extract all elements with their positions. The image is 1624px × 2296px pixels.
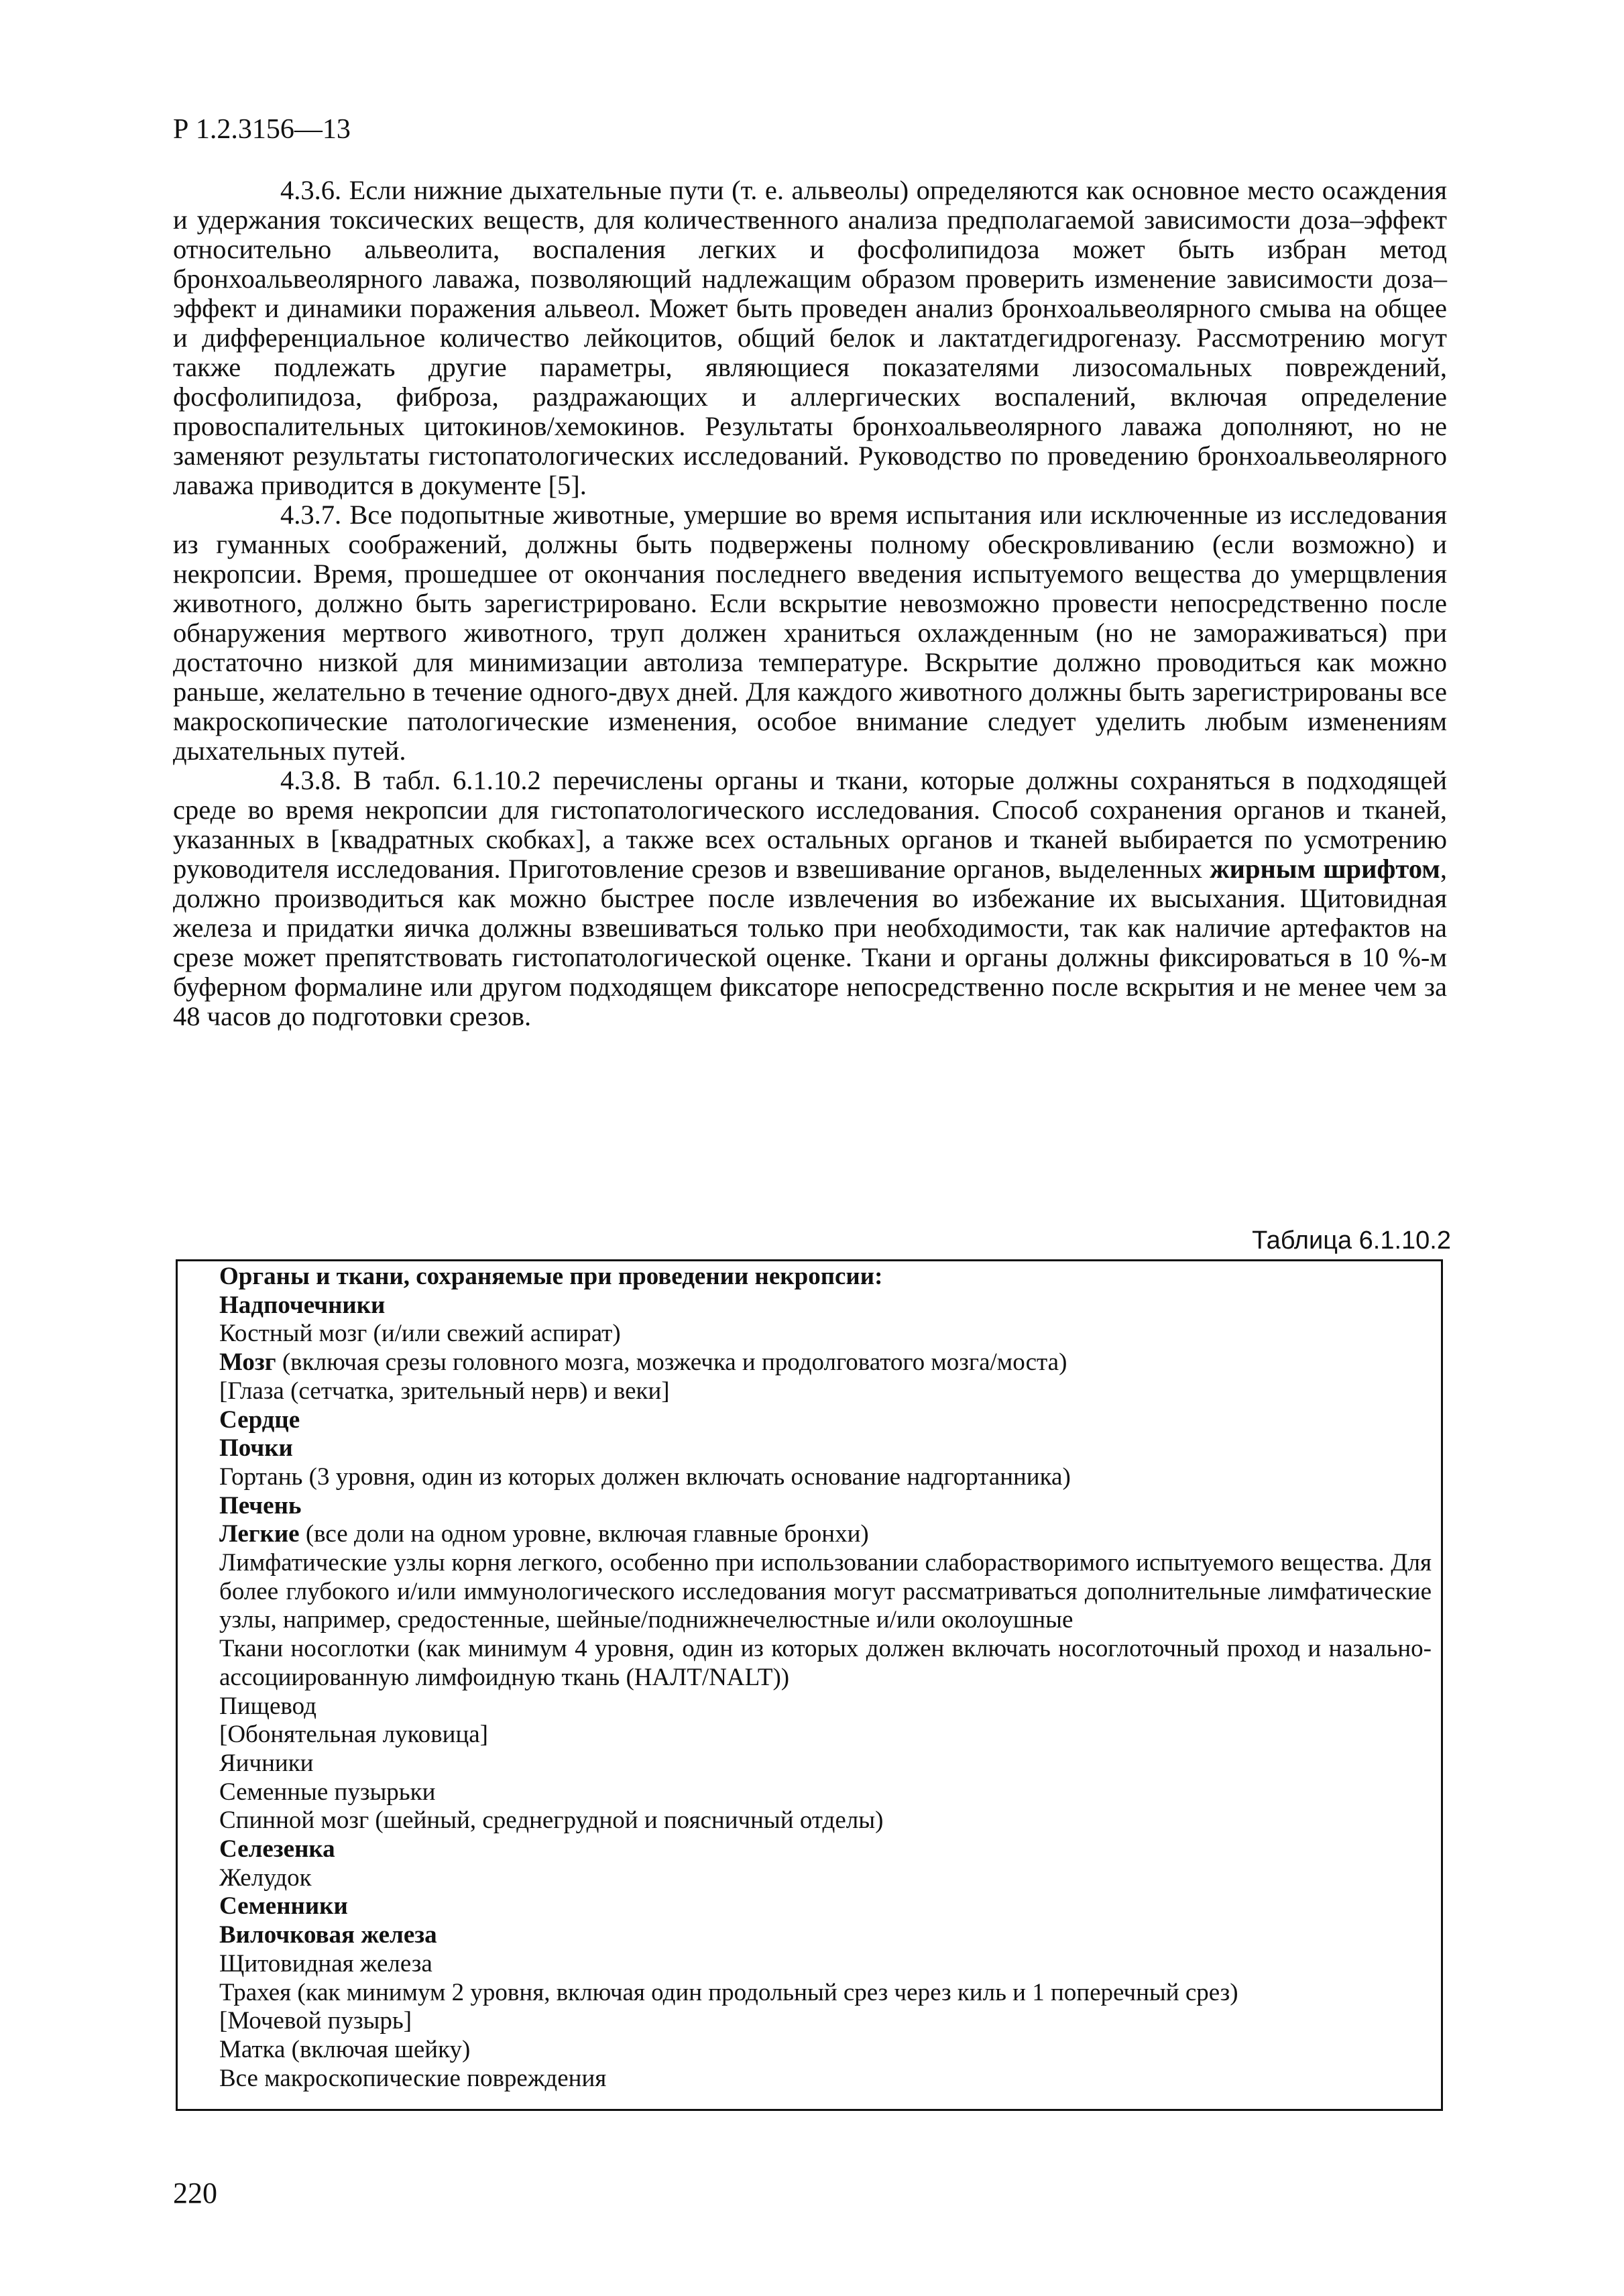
organ-list-item	[219, 1377, 1432, 1406]
organ-list-item	[219, 2036, 1432, 2065]
organ-list-item	[219, 1348, 1432, 1377]
page-number: 220	[173, 2177, 217, 2209]
paragraph-4-3-6: 4.3.6. Если нижние дыхательные пути (т. е. альвеолы) определяются как основное место осаждения и удержания токсических веществ, для количественного анализа предполагаемой зависимости доза–эффект относительно альвеолита, воспаления легких и фосфолипидоза может быть избран метод бронхоальвеолярного лаважа, позволяющий надлежащим образом проверить изменение зависимости доза–эффект и динамики поражения альвеол. Может быть проведен анализ бронхоальвеолярного смыва на общее и дифференциальное количество лейкоцитов, общий белок и лактатдегидрогеназу. Рассмотрению могут также подлежать другие параметры, являющиеся показателями лизосомальных повреждений, фосфолипидоза, фиброза, раздражающих и аллергических воспалений, включая определение провоспалительных цитокинов/хемокинов. Результаты бронхоальвеолярного лаважа дополняют, но не заменяют результаты гистопатологических исследований. Руководство по проведению бронхоальвеолярного лаважа приводится в документе [5].	[173, 175, 1447, 500]
organ-description: Спинной мозг (шейный, среднегрудной и поясничный отделы)	[219, 1806, 884, 1835]
organ-description: Трахея (как минимум 2 уровня, включая один продольный срез через киль и 1 поперечный срез)	[219, 1978, 1238, 2006]
organ-name-bold: Печень	[219, 1491, 302, 1519]
organ-list-item	[219, 1492, 1432, 1521]
organ-name-bold: Мозг	[219, 1348, 276, 1377]
organs-table	[176, 1259, 1443, 2111]
organ-description: Щитовидная железа	[219, 1949, 432, 1977]
organ-description: Все макроскопические повреждения	[219, 2064, 607, 2092]
organ-name-bold: Семенники	[219, 1892, 348, 1920]
organ-list-item	[219, 1835, 1432, 1864]
organ-description: (включая срезы головного мозга, мозжечка и продолговатого мозга/моста)	[276, 1348, 1067, 1377]
organ-list-item	[219, 1806, 1432, 1835]
body-text	[173, 176, 1447, 1031]
organ-list-item	[219, 2007, 1432, 2036]
organ-description: Гортань (3 уровня, один из которых должен включать основание надгортанника)	[219, 1462, 1071, 1491]
organ-description: [Глаза (сетчатка, зрительный нерв) и веки]	[219, 1377, 670, 1405]
organ-list-item	[219, 1406, 1432, 1435]
organ-name-bold: Почки	[219, 1434, 293, 1462]
organ-description: Лимфатические узлы корня легкого, особенно при использовании слаборастворимого испытуемого вещества. Для более глубокого и/или иммунологического исследования могут рассматриваться дополнительные лимфатические узлы, например, средостенные, шейные/поднижнечелюстные и/или околоушные	[219, 1549, 1432, 1634]
organ-description: (все доли на одном уровне, включая главные бронхи)	[299, 1520, 869, 1548]
paragraph-4-3-8-bold: жирным шрифтом	[1210, 854, 1440, 884]
document-code: Р 1.2.3156—13	[173, 114, 351, 145]
organ-description: Желудок	[219, 1863, 312, 1892]
organ-list-item	[219, 1292, 1432, 1320]
table-heading: Органы и ткани, сохраняемые при проведении некропсии:	[219, 1263, 883, 1290]
organ-list-item	[219, 1778, 1432, 1807]
organ-list-item	[219, 1892, 1432, 1921]
organ-description: [Обонятельная луковица]	[219, 1721, 488, 1749]
organ-description: Матка (включая шейку)	[219, 2035, 471, 2063]
organ-list-item	[219, 1721, 1432, 1749]
organ-list-item	[219, 1635, 1432, 1692]
organ-name-bold: Сердце	[219, 1405, 300, 1434]
organ-name-bold: Надпочечники	[219, 1291, 386, 1319]
paragraph-4-3-8-part1: 4.3.8. В табл. 6.1.10.2 перечислены органы и ткани, которые должны сохраняться в подходящей среде во время некропсии для гистопатологического исследования. Способ сохранения органов и тканей, указанных в [квадратных скобках], а также всех остальных органов и тканей выбирается по усмотрению руководителя исследования. Приготовление срезов и взвешивание органов, выделенных	[173, 765, 1447, 884]
organ-description: Семенные пузырьки	[219, 1778, 436, 1806]
organ-name-bold: Вилочковая железа	[219, 1921, 437, 1949]
organ-description: Костный мозг (и/или свежий аспират)	[219, 1320, 621, 1348]
organ-list-item	[219, 1692, 1432, 1721]
organ-description: [Мочевой пузырь]	[219, 2007, 412, 2035]
organ-list-item	[219, 1979, 1432, 2008]
organ-list	[219, 1292, 1432, 2093]
organ-description: Яичники	[219, 1749, 314, 1777]
table-caption: Таблица 6.1.10.2	[1252, 1226, 1451, 1255]
organ-list-item	[219, 1520, 1432, 1549]
organ-name-bold: Легкие	[219, 1520, 300, 1548]
paragraph-4-3-8	[173, 766, 1447, 1031]
organ-list-item	[219, 1921, 1432, 1950]
organ-name-bold: Селезенка	[219, 1835, 335, 1863]
paragraph-4-3-7: 4.3.7. Все подопытные животные, умершие во время испытания или исключенные из исследования из гуманных соображений, должны быть подвержены полному обескровливанию (если возможно) и некропсии. Время, прошедшее от окончания последнего введения испытуемого вещества до умерщвления животного, должно быть зарегистрировано. Если вскрытие невозможно провести непосредственно после обнаружения мертвого животного, труп должен храниться охлажденным (но не замораживаться) при достаточно низкой для минимизации автолиза температуре. Вскрытие должно проводиться как можно раньше, желательно в течение одного-двух дней. Для каждого животного должны быть зарегистрированы все макроскопические патологические изменения, особое внимание следует уделить любым изменениям дыхательных путей.	[173, 500, 1447, 766]
organ-list-item	[219, 1549, 1432, 1635]
organ-list-item	[219, 1463, 1432, 1492]
paragraph-4-3-8-part2: , должно производиться как можно быстрее после извлечения во избежание их высыхания. Щитовидная железа и придатки яичка должны взвешиваться только при необходимости, так как наличие артефактов на срезе может препятствовать гистопатологической оценке. Ткани и органы должны фиксироваться в 10 %-м буферном формалине или другом подходящем фиксаторе непосредственно после вскрытия и не менее чем за 48 часов до подготовки срезов.	[173, 854, 1447, 1031]
organ-list-item	[219, 2065, 1432, 2093]
organ-description: Пищевод	[219, 1692, 316, 1720]
organ-list-item	[219, 1320, 1432, 1348]
organ-list-item	[219, 1434, 1432, 1463]
organ-list-item	[219, 1749, 1432, 1778]
organ-list-item	[219, 1864, 1432, 1893]
organ-description: Ткани носоглотки (как минимум 4 уровня, один из которых должен включать носоглоточный проход и назально-ассоциированную лимфоидную ткань (НАЛТ/NALT))	[219, 1635, 1432, 1691]
organ-list-item	[219, 1950, 1432, 1979]
